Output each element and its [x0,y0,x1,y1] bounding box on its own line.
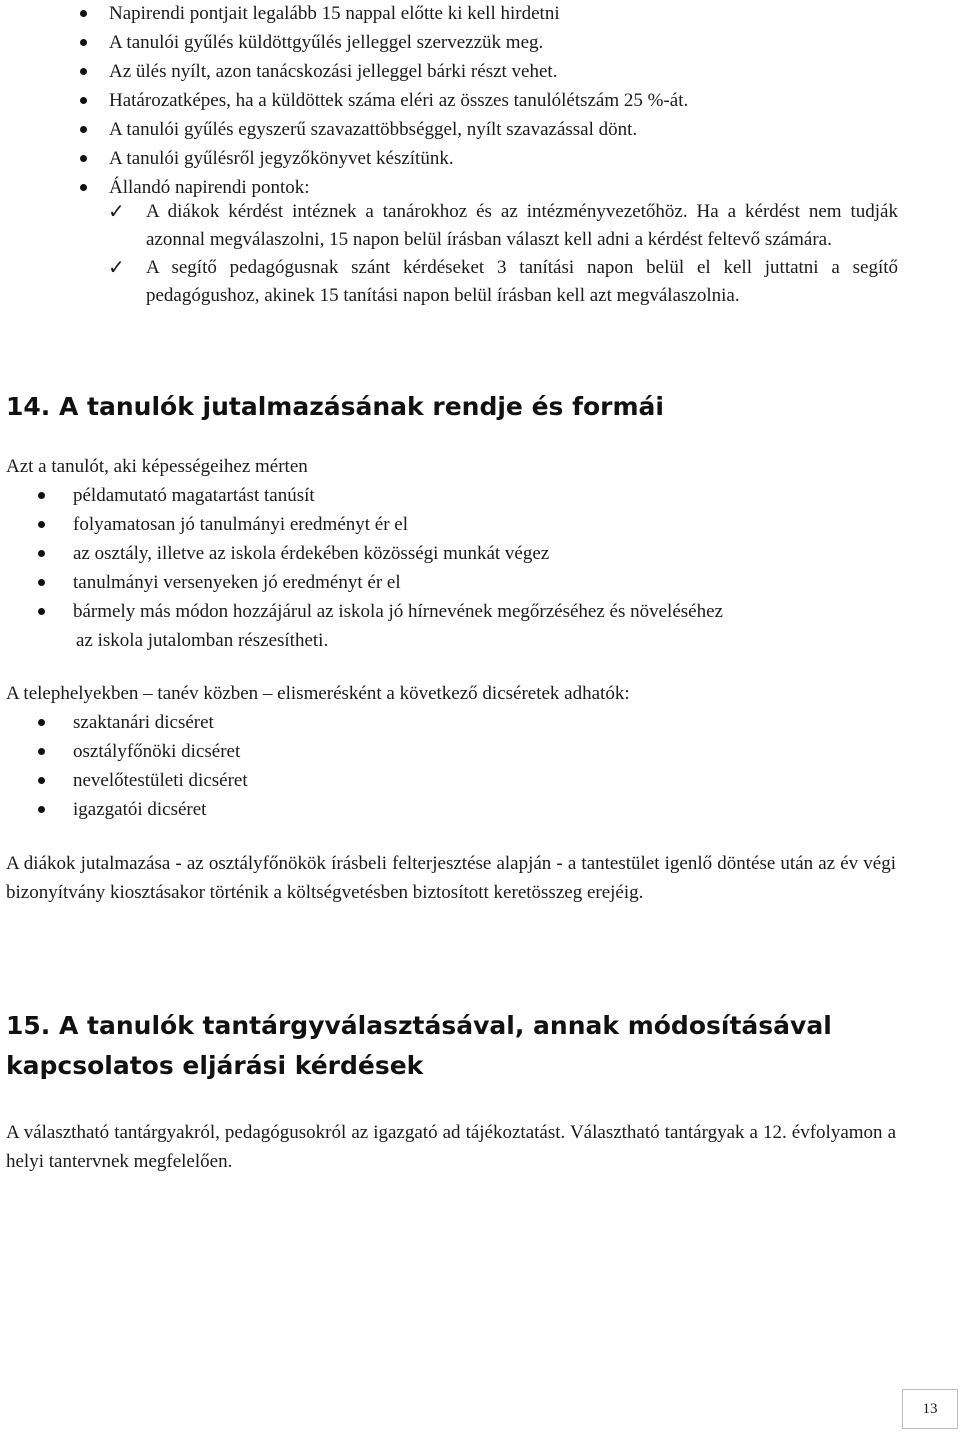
list-item: Állandó napirendi pontok: [0,173,899,202]
page-number [902,1389,958,1429]
agenda-item-text: A segítő pedagógusnak szánt kérdéseket 3 tanítási napon belül el kell juttatni a segítő pedagógushoz, akinek 15 tanítási napon belül írásban kell azt megválaszolnia. [146,257,898,306]
paragraph: A diákok jutalmazása - az osztályfőnökök írásbeli felterjesztése alapján - a tantestület igenlő döntése után az év végi bizonyítvány kiosztásakor történik a költségvetésben biztosított keretösszeg erejéig. [6,853,896,903]
list-item [0,198,898,253]
list-item: A tanulói gyűlésről jegyzőkönyvet készítünk. [0,144,899,173]
list-item: szaktanári dicséret [0,708,903,737]
list-item: nevelőtestületi dicséret [0,766,903,795]
standing-agenda-items [0,198,960,309]
paragraph: Azt a tanulót, aki képességeihez mérten [6,456,308,477]
section-heading: 15. A tanulók tantárgyválasztásával, annak módosításával kapcsolatos eljárási kérdések [6,1011,832,1080]
assembly-rules-list [0,0,960,202]
list-item: igazgatói dicséret [0,795,903,824]
student-assembly-rules [0,0,960,202]
section-heading: 14. A tanulók jutalmazásának rendje és formái [6,392,664,421]
agenda-item-text: A diákok kérdést intéznek a tanárokhoz és az intézményvezetőhöz. Ha a kérdést nem tudják azonnal megválaszolni, 15 napon belül írásban választ kell adni a kérdést feltevő számára. [146,201,898,250]
list-item: A tanulói gyűlés küldöttgyűlés jelleggel szervezzük meg. [0,28,899,57]
list-item: tanulmányi versenyeken jó eredményt ér el [0,568,903,597]
list-item: bármely más módon hozzájárul az iskola jó hírnevének megőrzéséhez és növeléséhez [0,597,903,626]
list-item: példamutató magatartást tanúsít [0,481,903,510]
list-item: Az ülés nyílt, azon tanácskozási jelleggel bárki részt vehet. [0,57,899,86]
award-procedure [0,849,960,907]
list-item: folyamatosan jó tanulmányi eredményt ér el [0,510,903,539]
paragraph: A telephelyekben – tanév közben – elismerésként a következő dicséretek adhatók: [6,683,630,704]
list-item [0,254,898,309]
paragraph: az iskola jutalomban részesítheti. [76,630,329,651]
subject-choice-info [0,1118,960,1176]
criteria-list [0,481,960,626]
list-item: osztályfőnöki dicséret [0,737,903,766]
agenda-check-list [0,198,960,309]
list-item: A tanulói gyűlés egyszerű szavazattöbbséggel, nyílt szavazással dönt. [0,115,899,144]
page-number-text: 13 [922,1400,938,1417]
checkmark-icon: ✓ [108,199,125,223]
list-item: Határozatképes, ha a küldöttek száma eléri az összes tanulólétszám 25 %-át. [0,86,899,115]
award-types [0,679,960,824]
reward-criteria [0,452,960,655]
checkmark-icon: ✓ [108,255,125,279]
list-item: Napirendi pontjait legalább 15 nappal előtte ki kell hirdetni [0,0,899,28]
awards-list [0,708,960,824]
section-15 [0,1006,960,1086]
paragraph: A választható tantárgyakról, pedagógusokról az igazgató ad tájékoztatást. Választható tantárgyak a 12. évfolyamon a helyi tantervnek megfelelően. [6,1122,896,1172]
list-item: az osztály, illetve az iskola érdekében közösségi munkát végez [0,539,903,568]
section-14 [0,387,960,427]
